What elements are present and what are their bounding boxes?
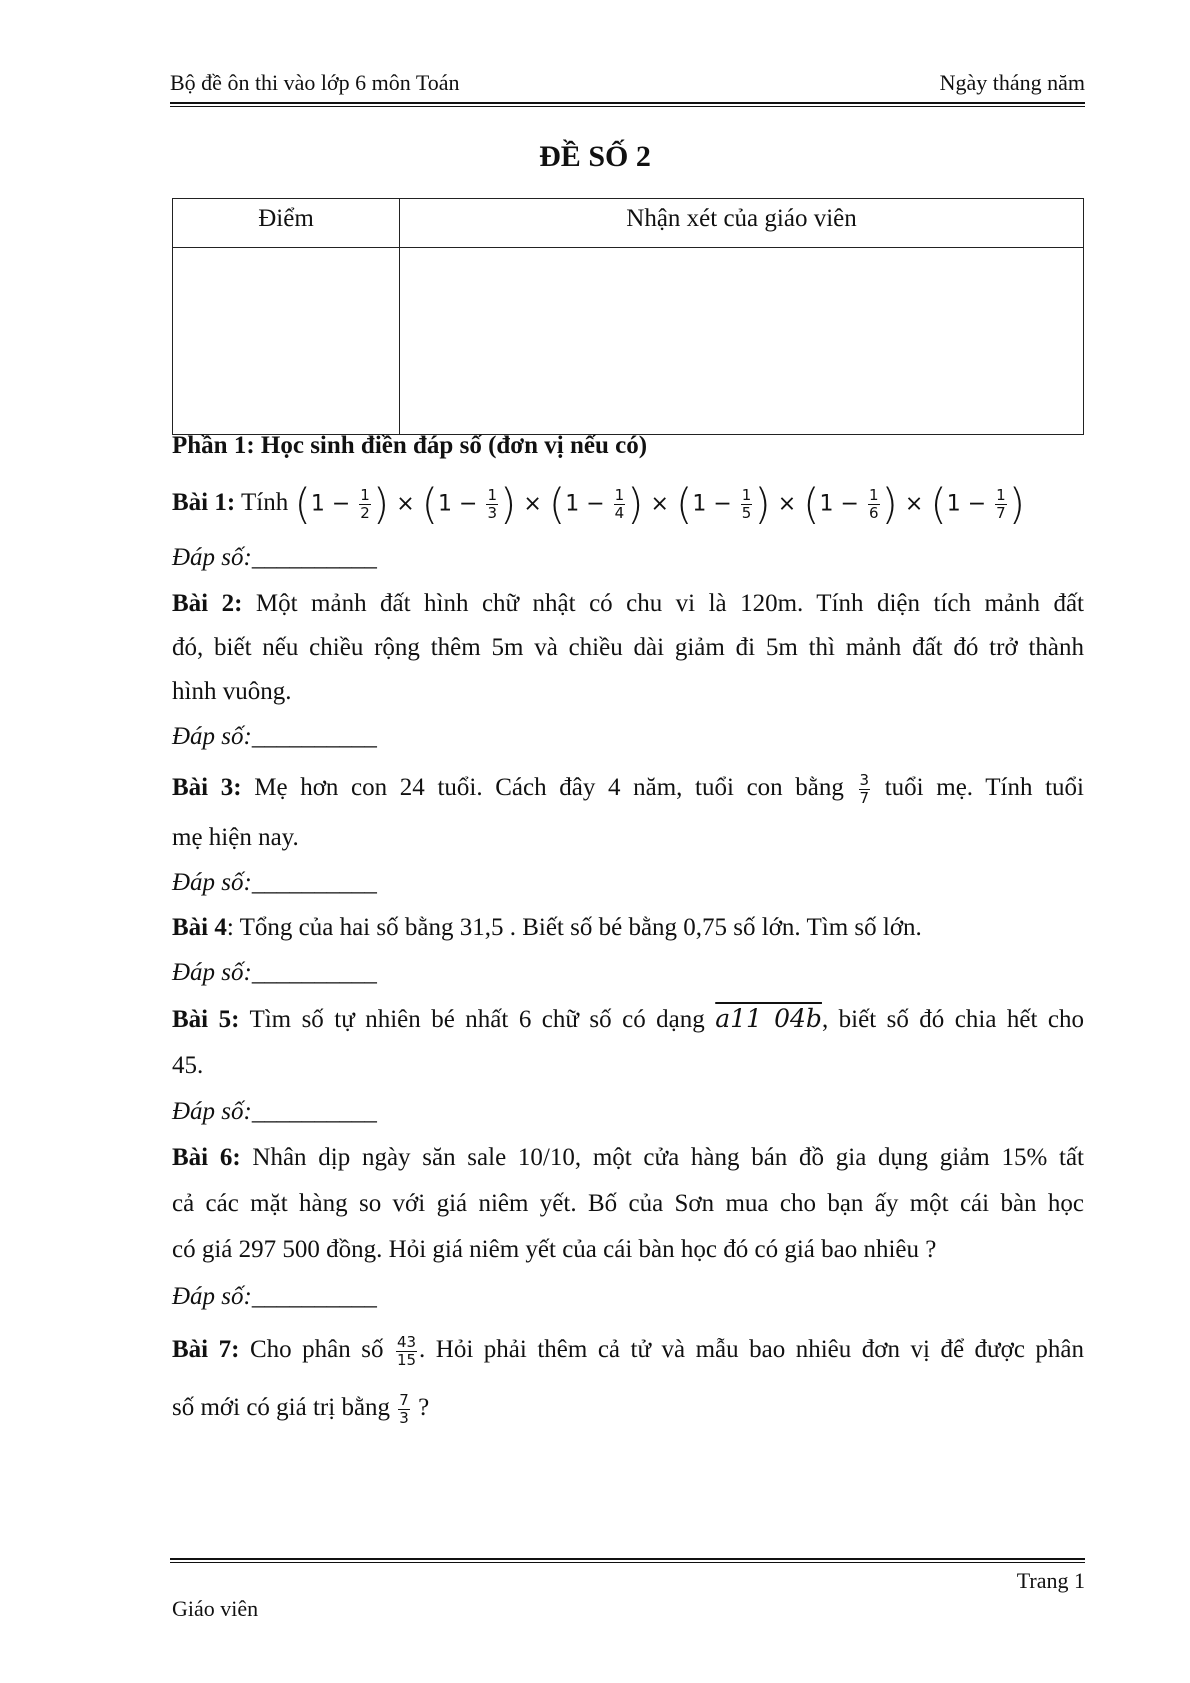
fraction: $\frac{1}{3}$ (487, 485, 497, 522)
fraction: $\frac{1}{2}$ (360, 485, 370, 522)
answer-line[interactable]: Đáp số:__________ (172, 869, 377, 896)
fraction: $\frac{7}{3}$ (399, 1390, 409, 1427)
header-left: Bộ đề ôn thi vào lớp 6 môn Toán (170, 70, 460, 95)
comment-cell[interactable] (400, 248, 1084, 435)
times-sign: × (389, 491, 422, 517)
problem-5: Bài 5: Tìm số tự nhiên bé nhất 6 chữ số có dạng a11 04b, biết số đó chia hết cho 45. (172, 1004, 1084, 1079)
footer-teacher: Giáo viên (172, 1596, 259, 1621)
fraction: $\frac{3}{7}$ (859, 770, 870, 807)
score-cell[interactable] (173, 248, 400, 435)
problem-1: Bài 1: Tính (1 − $\frac{1}{2}$ ) × (1 − $\frac{1}{3}$ ) × (1 − $\frac{1}{4}$ ) × (1 − $\frac{1}{5}$ ) × (1 − $\frac{1}{6}$ ) × (1 − $\frac{1}{7}$ ) (172, 479, 1026, 529)
grade-table (172, 198, 1084, 435)
page-title: ĐỀ SỐ 2 (539, 140, 651, 173)
times-sign: × (643, 491, 676, 517)
answer-line[interactable]: Đáp số:__________ (172, 959, 377, 986)
answer-line[interactable]: Đáp số:__________ (172, 544, 377, 571)
fraction: $\frac{1}{5}$ (741, 485, 752, 522)
score-header: Điểm (173, 199, 400, 248)
problem-label: Bài 6: (172, 1144, 241, 1171)
times-sign: × (897, 491, 931, 517)
header-rule (170, 102, 1085, 107)
factor: (1 − $\frac{1}{3}$ ) (421, 479, 517, 529)
problem-label: Bài 5: (172, 1006, 240, 1033)
fraction: $\frac{43}{15}$ (396, 1332, 417, 1369)
problem-3: Bài 3: Mẹ hơn con 24 tuổi. Cách đây 4 năm, tuổi con bằng $\frac{3}{7}$ tuổi mẹ. Tính tuổi mẹ hiện nay. (172, 770, 1084, 851)
comment-header: Nhận xét của giáo viên (400, 199, 1084, 248)
problem-label: Bài 7: (172, 1336, 240, 1363)
times-sign: × (770, 491, 804, 517)
problem-2: Bài 2: Một mảnh đất hình chữ nhật có chu vi là 120m. Tính diện tích mảnh đất đó, biết nếu chiều rộng thêm 5m và chiều dài giảm đi 5m thì mảnh đất đó trở thành hình vuông. (172, 590, 1084, 705)
factor: (1 − $\frac{1}{7}$ ) (930, 479, 1026, 529)
page-number: Trang 1 (1016, 1568, 1085, 1593)
factor: (1 − $\frac{1}{5}$ ) (675, 479, 771, 529)
answer-line[interactable]: Đáp số:__________ (172, 723, 377, 750)
answer-line[interactable]: Đáp số:__________ (172, 1283, 377, 1310)
part1-heading: Phần 1: Học sinh điền đáp số (đơn vị nếu có) (172, 432, 648, 459)
problem-4: Bài 4: Tổng của hai số bằng 31,5 . Biết số bé bằng 0,75 số lớn. Tìm số lớn. (172, 914, 922, 941)
problem-label: Bài 4 (172, 914, 227, 941)
factor: (1 − $\frac{1}{6}$ ) (803, 479, 898, 529)
factor: (1 − $\frac{1}{2}$ ) (294, 479, 390, 529)
problem-label: Bài 2: (172, 590, 243, 617)
fraction: $\frac{1}{7}$ (996, 485, 1006, 522)
page-header (170, 70, 1085, 96)
problem-label: Bài 3: (172, 774, 242, 801)
footer-rule (170, 1558, 1085, 1563)
factor: (1 − $\frac{1}{4}$ ) (548, 479, 644, 529)
answer-line[interactable]: Đáp số:__________ (172, 1098, 377, 1125)
problem-7: Bài 7: Cho phân số $\frac{43}{15}$ . Hỏi phải thêm cả tử và mẫu bao nhiêu đơn vị để được phân số mới có giá trị bằng $\frac{7}{3}$ ? (172, 1332, 1085, 1427)
times-sign: × (516, 491, 549, 517)
problem-6: Bài 6: Nhân dịp ngày săn sale 10/10, một cửa hàng bán đồ gia dụng giảm 15% tất cả các mặt hàng so với giá niêm yết. Bố của Sơn mua cho bạn ấy một cái bàn học có giá 297 500 đồng. Hỏi giá niêm yết của cái bàn học đó có giá bao nhiêu ? (172, 1144, 1084, 1263)
header-date: Ngày tháng năm (939, 70, 1085, 95)
problem-label: Bài 1: (172, 489, 236, 516)
overline-number: a11 04b (715, 1004, 822, 1033)
fraction: $\frac{1}{6}$ (868, 485, 879, 522)
problems-section (172, 432, 1084, 1437)
fraction: $\frac{1}{4}$ (614, 485, 625, 522)
